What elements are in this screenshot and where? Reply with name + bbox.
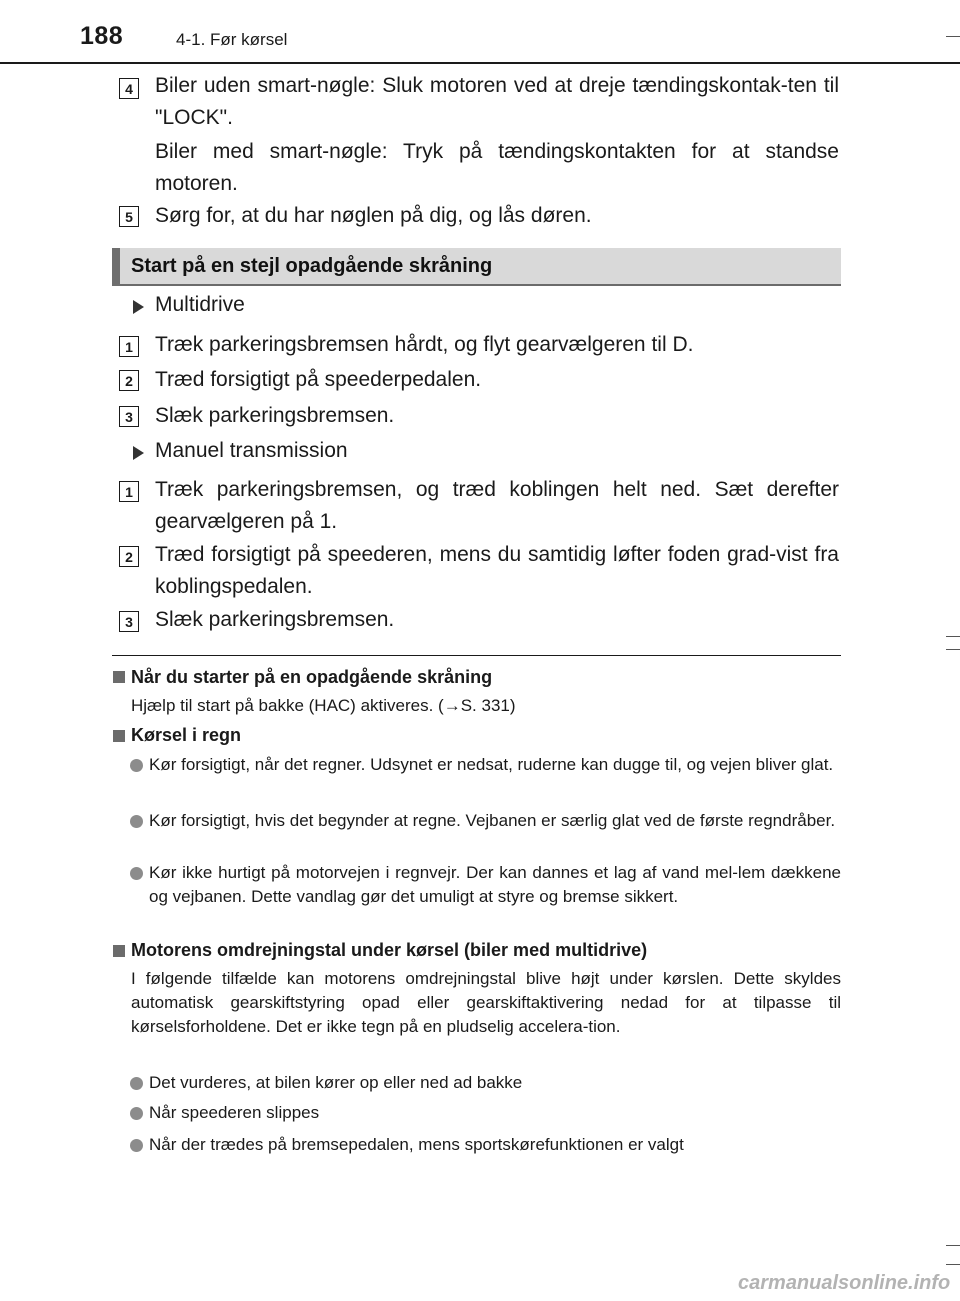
bullet-text: Når der trædes på bremsepedalen, mens sportskørefunktionen er valgt bbox=[149, 1135, 684, 1154]
note-text: I følgende tilfælde kan motorens omdrejningstal blive højt under kørslen. Dette skyldes automatisk gearskiftstyring opad eller gearskiftaktivering nedad for at tilpasse til kørselsforholdene. Det er ikke tegn på en pludselig accelera-tion. bbox=[131, 969, 841, 1036]
step-number: 1 bbox=[119, 336, 139, 357]
square-bullet-icon bbox=[113, 730, 125, 742]
crop-mark bbox=[946, 36, 960, 37]
circle-bullet-icon bbox=[130, 1107, 143, 1120]
step-text: Slæk parkeringsbremsen. bbox=[155, 608, 395, 631]
crop-mark bbox=[946, 649, 960, 650]
step-number: 4 bbox=[119, 78, 139, 99]
note-title: Når du starter på en opadgående skråning bbox=[131, 667, 493, 687]
note-text: Hjælp til start på bakke (HAC) aktiveres. (→S. 331) bbox=[131, 696, 516, 715]
step-text: Slæk parkeringsbremsen. bbox=[155, 404, 395, 427]
circle-bullet-icon bbox=[130, 759, 143, 772]
bullet-text: Kør forsigtigt, hvis det begynder at regne. Vejbanen er særlig glat ved de første regndråber. bbox=[149, 811, 836, 830]
subheading-multidrive: Multidrive bbox=[155, 293, 245, 316]
note-title: Motorens omdrejningstal under kørsel (biler med multidrive) bbox=[131, 940, 648, 960]
watermark: carmanualsonline.info bbox=[738, 1272, 951, 1294]
circle-bullet-icon bbox=[130, 1139, 143, 1152]
subheading-manual: Manuel transmission bbox=[155, 439, 348, 462]
step-text: Sørg for, at du har nøglen på dig, og lås døren. bbox=[155, 204, 592, 227]
step-number: 1 bbox=[119, 481, 139, 502]
section-heading-accent bbox=[112, 248, 120, 286]
square-bullet-icon bbox=[113, 671, 125, 683]
step-text: Træk parkeringsbremsen, og træd koblingen helt ned. Sæt derefter gearvælgeren på 1. bbox=[155, 478, 839, 533]
circle-bullet-icon bbox=[130, 815, 143, 828]
bullet-text: Kør ikke hurtigt på motorvejen i regnvejr. Der kan dannes et lag af vand mel-lem dækkene og vejbanen. Dette vandlag gør det umuligt at styre og bremse sikkert. bbox=[149, 863, 841, 906]
step-number: 3 bbox=[119, 611, 139, 632]
page-number: 188 bbox=[80, 22, 124, 50]
square-bullet-icon bbox=[113, 945, 125, 957]
circle-bullet-icon bbox=[130, 1077, 143, 1090]
triangle-bullet-icon bbox=[133, 300, 144, 314]
header-rule bbox=[0, 62, 960, 64]
step-number: 5 bbox=[119, 206, 139, 227]
bullet-text: Når speederen slippes bbox=[149, 1103, 320, 1122]
chapter-title: 4-1. Før kørsel bbox=[176, 30, 288, 49]
triangle-bullet-icon bbox=[133, 446, 144, 460]
step-text: Træd forsigtigt på speederpedalen. bbox=[155, 368, 482, 391]
circle-bullet-icon bbox=[130, 867, 143, 880]
step-text: Biler uden smart-nøgle: Sluk motoren ved at dreje tændingskontak-ten til "LOCK". bbox=[155, 74, 839, 129]
step-text: Træd forsigtigt på speederen, mens du samtidig løfter foden grad-vist fra koblingspedalen. bbox=[155, 543, 839, 598]
bullet-text: Kør forsigtigt, når det regner. Udsynet er nedsat, ruderne kan dugge til, og vejen bliver glat. bbox=[149, 755, 834, 774]
step-number: 2 bbox=[119, 546, 139, 567]
section-title: Start på en stejl opadgående skråning bbox=[131, 255, 493, 277]
step-text: Biler med smart-nøgle: Tryk på tændingskontakten for at standse motoren. bbox=[155, 140, 839, 195]
section-divider bbox=[112, 655, 841, 656]
step-text: Træk parkeringsbremsen hårdt, og flyt gearvælgeren til D. bbox=[155, 333, 694, 356]
crop-mark bbox=[946, 1264, 960, 1265]
step-number: 3 bbox=[119, 406, 139, 427]
crop-mark bbox=[946, 636, 960, 637]
crop-mark bbox=[946, 1245, 960, 1246]
step-number: 2 bbox=[119, 370, 139, 391]
note-title: Kørsel i regn bbox=[131, 725, 242, 745]
bullet-text: Det vurderes, at bilen kører op eller ned ad bakke bbox=[149, 1073, 523, 1092]
